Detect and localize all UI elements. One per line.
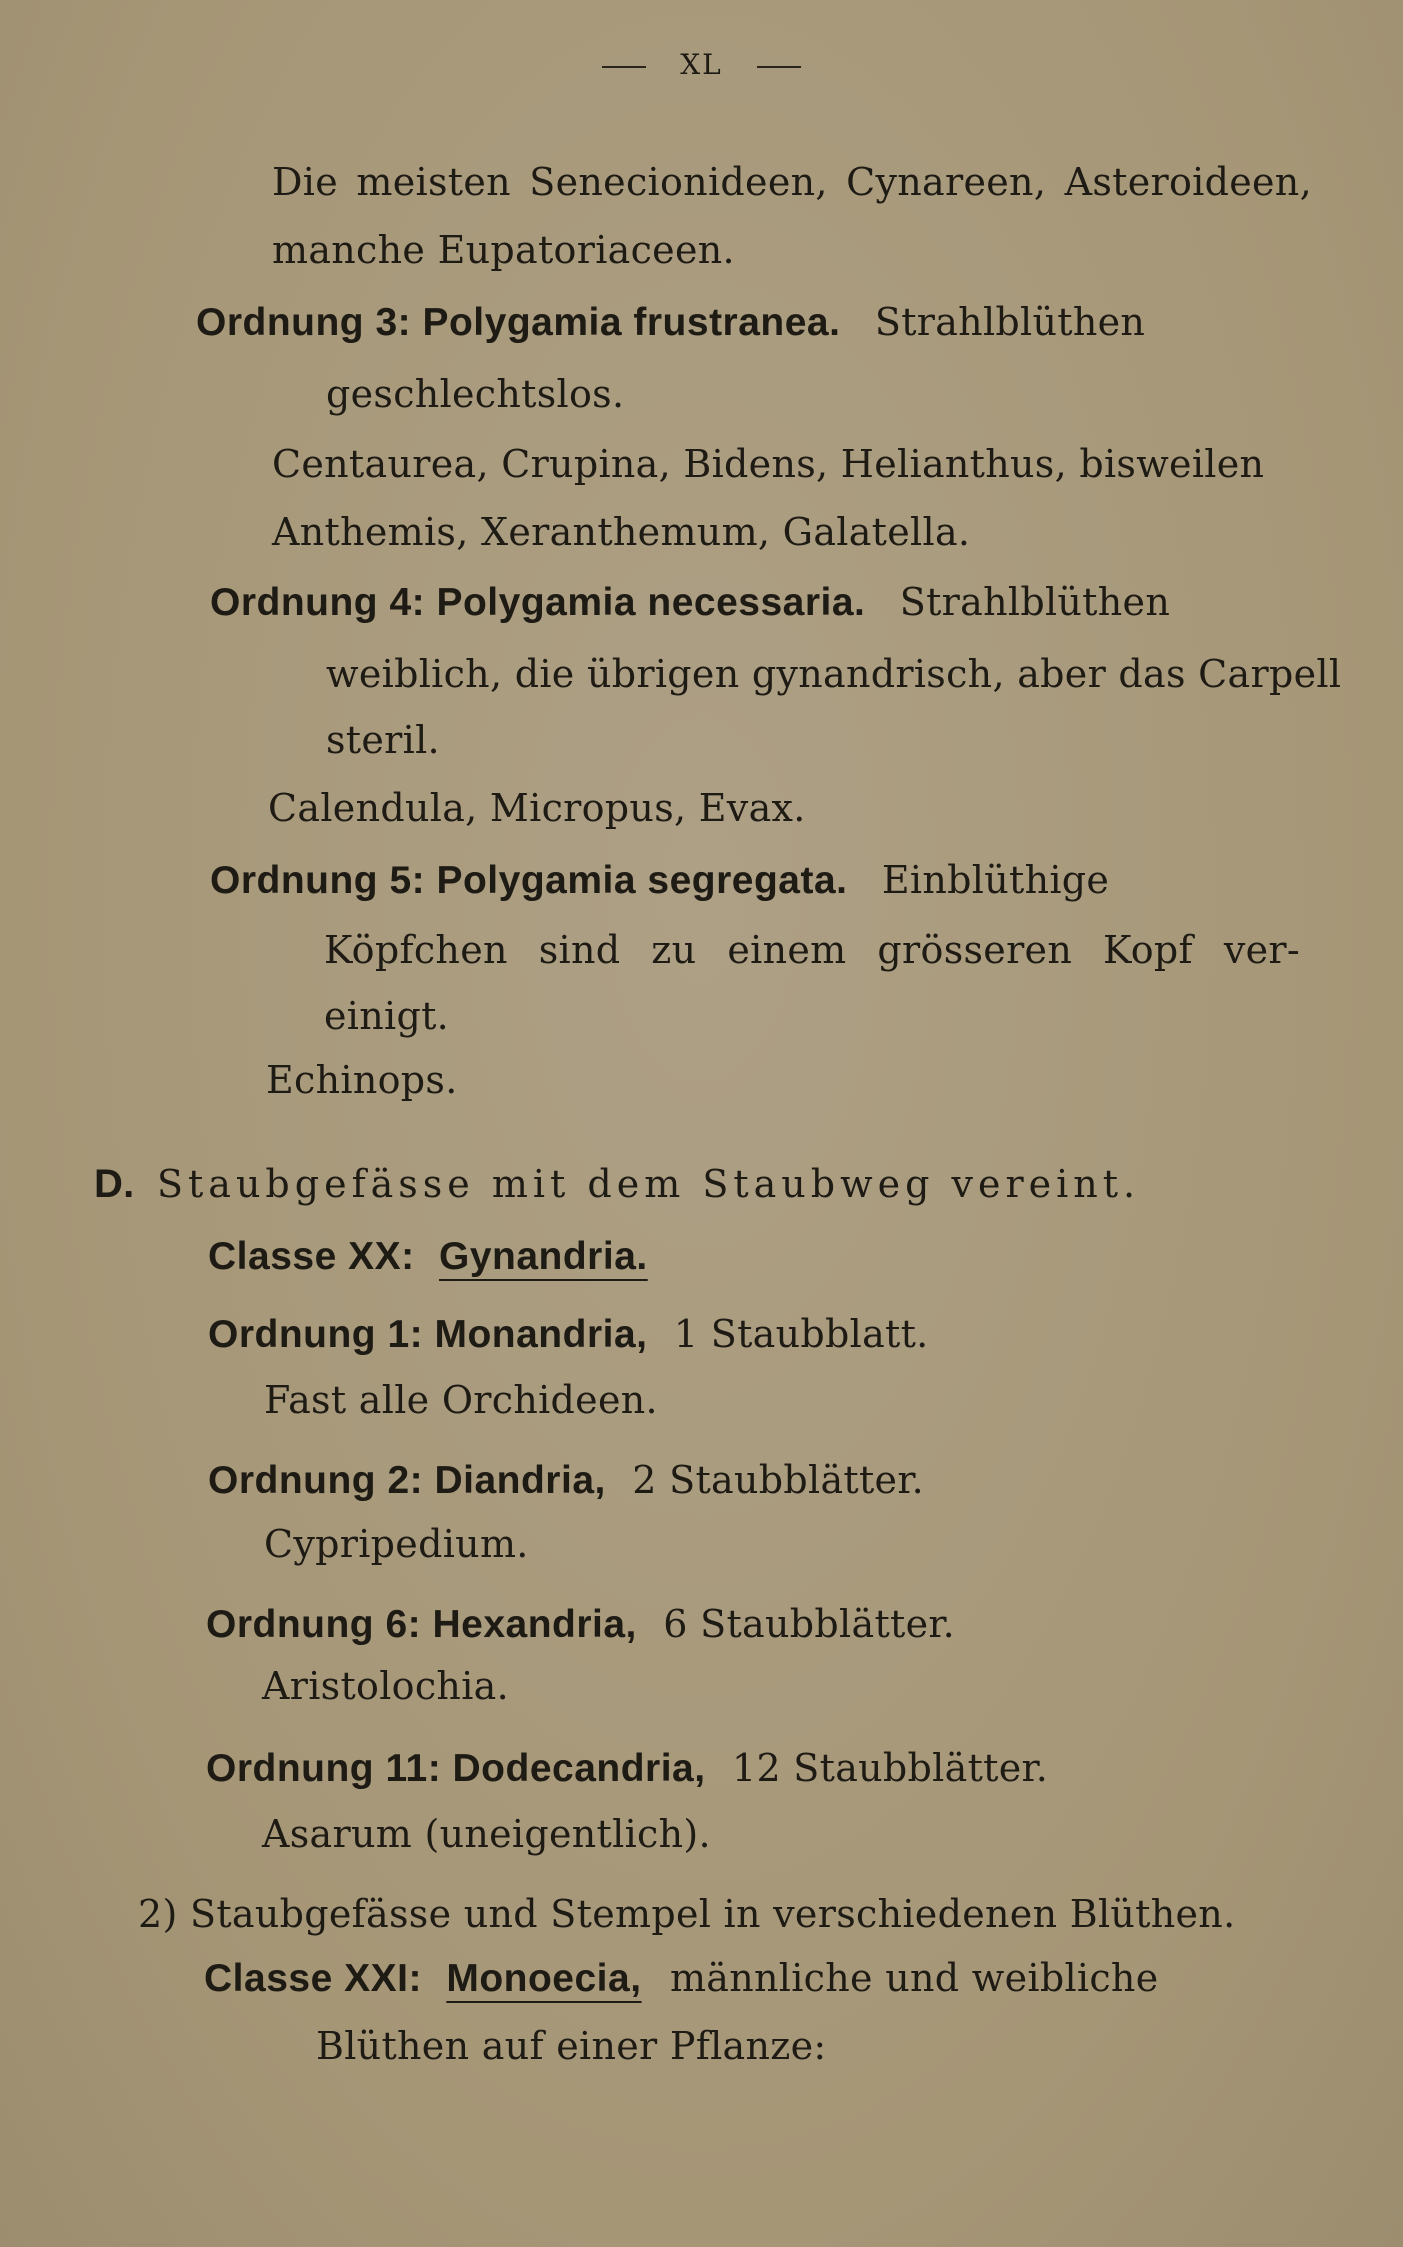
example-line: Aristolochia. [262, 1664, 509, 1708]
page-number: XL [680, 48, 723, 81]
text-line: Die meisten Senecionideen, Cynareen, Asteroideen, [272, 160, 1312, 204]
dash-left [602, 66, 646, 68]
gynandria-ordnung-6-heading: Ordnung 6: Hexandria, [206, 1603, 637, 1646]
classe-21-label: Classe XXI: [204, 1957, 422, 2000]
text-line: steril. [326, 718, 440, 762]
example-line: Asarum (uneigentlich). [262, 1812, 711, 1856]
gynandria-ordnung-1-heading: Ordnung 1: Monandria, [208, 1313, 648, 1356]
ordnung-3-line [196, 298, 1145, 347]
gynandria-ordnung-11-line [206, 1744, 1048, 1793]
gynandria-ordnung-6-line [206, 1600, 955, 1649]
example-line: Cypripedium. [264, 1522, 529, 1566]
ordnung-5-line [210, 856, 1109, 905]
text-line: Köpfchen sind zu einem grösseren Kopf ver- [324, 928, 1300, 972]
ordnung-3-heading: Ordnung 3: Polygamia frustranea. [196, 301, 841, 344]
text-line: einigt. [324, 994, 450, 1038]
gynandria-ordnung-2-text: 2 Staubblätter. [632, 1458, 924, 1502]
section-d-line [94, 1160, 1140, 1208]
gynandria-ordnung-11-text: 12 Staubblätter. [731, 1746, 1049, 1790]
ordnung-4-heading: Ordnung 4: Polygamia necessaria. [210, 581, 866, 624]
classe-21-text: männliche und weibliche [669, 1956, 1159, 2000]
dash-right [757, 66, 801, 68]
text-line: Blüthen auf einer Pflanze: [316, 2024, 827, 2068]
running-head [0, 48, 1403, 81]
text-line: weiblich, die übrigen gynandrisch, aber das Carpell [326, 652, 1342, 696]
gynandria-ordnung-2-heading: Ordnung 2: Diandria, [208, 1459, 606, 1502]
gynandria-ordnung-11-heading: Ordnung 11: Dodecandria, [206, 1747, 706, 1790]
ordnung-4-text: Strahlblüthen [899, 580, 1171, 624]
gynandria-ordnung-2-line [208, 1456, 924, 1505]
gynandria-ordnung-1-line [208, 1310, 929, 1359]
ordnung-5-heading: Ordnung 5: Polygamia segregata. [210, 859, 848, 902]
ordnung-4-line [210, 578, 1170, 627]
gynandria-ordnung-6-text: 6 Staubblätter. [663, 1602, 956, 1646]
section-d-label: D. [94, 1162, 135, 1206]
example-line: Echinops. [266, 1058, 458, 1102]
classe-20-line [208, 1232, 648, 1281]
example-line: Centaurea, Crupina, Bidens, Helianthus, bisweilen [272, 442, 1265, 486]
classe-20-name: Gynandria. [439, 1235, 648, 1278]
ordnung-3-text: Strahlblüthen [874, 300, 1146, 344]
text-line: manche Eupatoriaceen. [272, 228, 735, 272]
example-line: Calendula, Micropus, Evax. [268, 786, 806, 830]
ordnung-5-text: Einblüthige [881, 858, 1110, 902]
classe-21-line [204, 1954, 1159, 2003]
example-line: Anthemis, Xeranthemum, Galatella. [272, 510, 971, 554]
subsection-2-line: 2) Staubgefässe und Stempel in verschiedenen Blüthen. [138, 1892, 1236, 1936]
gynandria-ordnung-1-text: 1 Staubblatt. [673, 1312, 929, 1356]
text-line: geschlechtslos. [326, 372, 625, 416]
classe-21-name: Monoecia, [446, 1957, 642, 2000]
example-line: Fast alle Orchideen. [264, 1378, 658, 1422]
section-d-text: Staubgefässe mit dem Staubweg vereint. [157, 1162, 1141, 1206]
classe-20-label: Classe XX: [208, 1235, 415, 1278]
